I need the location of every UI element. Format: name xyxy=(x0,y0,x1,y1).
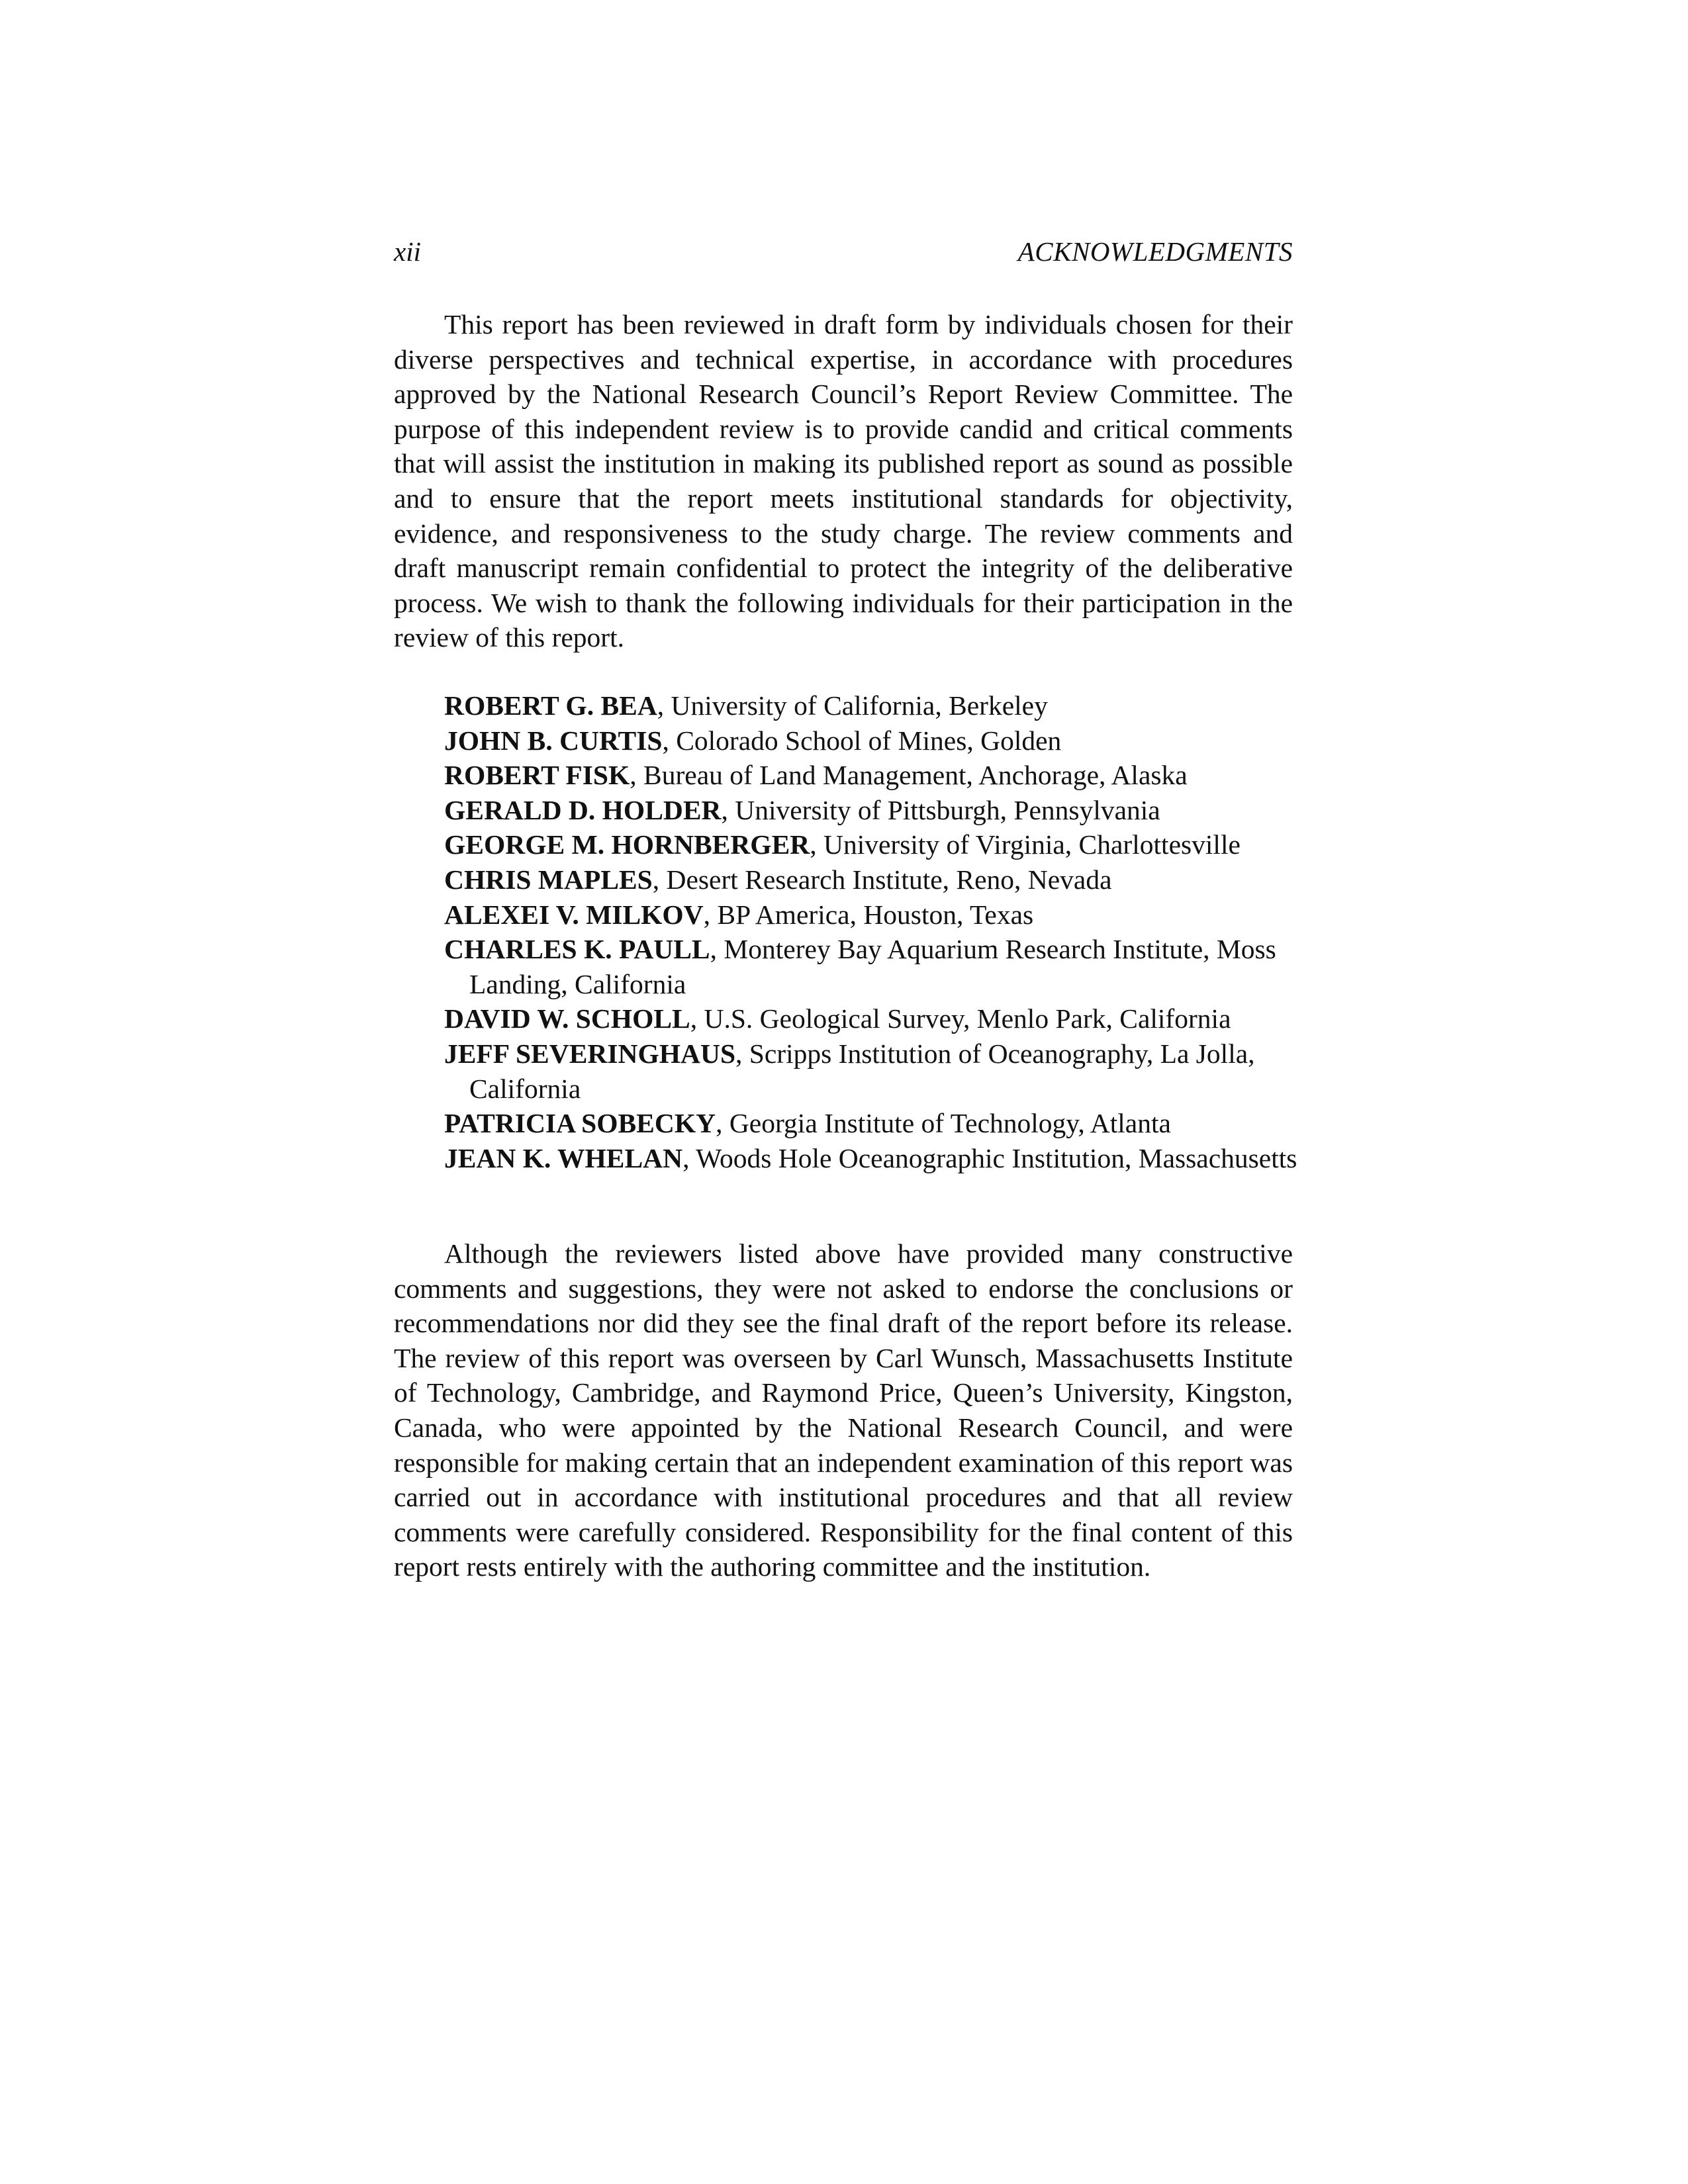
reviewer-name: GERALD D. HOLDER xyxy=(444,794,722,825)
page-number: xii xyxy=(394,236,421,267)
reviewer-affiliation: , U.S. Geological Survey, Menlo Park, California xyxy=(690,1003,1231,1034)
reviewer-affiliation: , Scripps Institution of Oceanography, La Jolla, California xyxy=(469,1038,1255,1104)
reviewer-affiliation: , Desert Research Institute, Reno, Nevada xyxy=(652,864,1112,895)
reviewer-affiliation: , University of Pittsburgh, Pennsylvania xyxy=(721,794,1160,825)
reviewer-name: DAVID W. SCHOLL xyxy=(444,1003,690,1034)
reviewer-name: PATRICIA SOBECKY xyxy=(444,1108,716,1139)
reviewer-affiliation: , University of Virginia, Charlottesville xyxy=(810,829,1241,860)
reviewer-affiliation: , University of California, Berkeley xyxy=(657,690,1048,721)
reviewer-name: JEFF SEVERINGHAUS xyxy=(444,1038,736,1069)
reviewer-item xyxy=(444,793,1298,828)
page-header xyxy=(394,233,1293,270)
reviewer-affiliation: , Monterey Bay Aquarium Research Institute, Moss Landing, California xyxy=(469,934,1276,999)
reviewer-item xyxy=(444,897,1298,933)
reviewer-name: CHARLES K. PAULL xyxy=(444,934,710,965)
reviewer-name: GEORGE M. HORNBERGER xyxy=(444,829,810,860)
reviewer-name: JOHN B. CURTIS xyxy=(444,725,663,756)
reviewer-affiliation: , Bureau of Land Management, Anchorage, Alaska xyxy=(630,760,1188,791)
reviewer-name: ROBERT G. BEA xyxy=(444,690,657,721)
reviewer-name: CHRIS MAPLES xyxy=(444,864,653,895)
reviewer-item xyxy=(444,1036,1298,1106)
reviewer-list xyxy=(444,688,1298,1175)
reviewer-affiliation: , Georgia Institute of Technology, Atlanta xyxy=(716,1108,1171,1139)
reviewer-item xyxy=(444,723,1298,758)
reviewer-name: JEAN K. WHELAN xyxy=(444,1142,683,1173)
closing-paragraph: Although the reviewers listed above have provided many constructive comments and suggestions, they were not asked to endorse the conclusions or recommendations nor did they see the final draft of the report before its release. The review of this report was overseen by Carl Wunsch, Massachusetts Institute of Technology, Cambridge, and Raymond Price, Queen’s University, Kingston, Canada, who were appointed by the National Research Council, and were responsible for making certain that an independent examination of this report was carried out in accordance with institutional procedures and that all review comments were carefully considered. Responsibility for the final content of this report rests entirely with the authoring committee and the institution. xyxy=(394,1238,1293,1582)
reviewer-item xyxy=(444,1106,1298,1141)
reviewer-item xyxy=(444,758,1298,793)
reviewer-item xyxy=(444,862,1298,897)
intro-paragraph: This report has been reviewed in draft form by individuals chosen for their diverse perspectives and technical expertise, in accordance with procedures approved by the National Research Council’s Report Review Committee. The purpose of this independent review is to provide candid and critical comments that will assist the institution in making its published report as sound as possible and to ensure that the report meets institutional standards for objectivity, evidence, and responsiveness to the study charge. The review comments and draft manuscript remain confidential to protect the integrity of the deliberative process. We wish to thank the following individuals for their participation in the review of this report. xyxy=(394,309,1293,653)
reviewer-name: ROBERT FISK xyxy=(444,760,630,791)
reviewer-item xyxy=(444,932,1298,1001)
reviewer-item xyxy=(444,827,1298,862)
running-head: ACKNOWLEDGMENTS xyxy=(1017,236,1293,267)
reviewer-affiliation: , BP America, Houston, Texas xyxy=(703,899,1034,930)
reviewer-item xyxy=(444,1141,1298,1176)
reviewer-item xyxy=(444,688,1298,723)
reviewer-affiliation: , Woods Hole Oceanographic Institution, Massachusetts xyxy=(682,1142,1297,1173)
reviewer-item xyxy=(444,1001,1298,1036)
reviewer-name: ALEXEI V. MILKOV xyxy=(444,899,704,930)
reviewer-affiliation: , Colorado School of Mines, Golden xyxy=(662,725,1062,756)
